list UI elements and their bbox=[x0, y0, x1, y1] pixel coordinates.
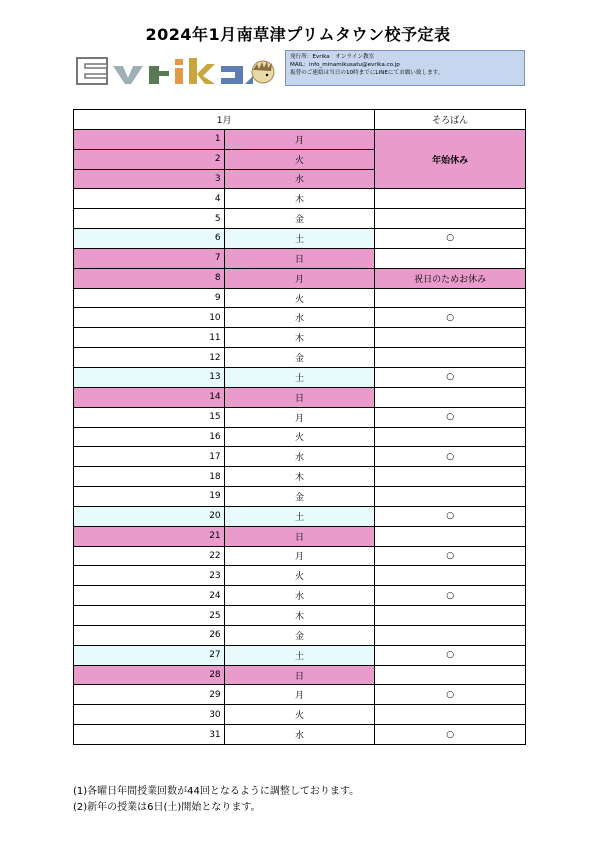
class-mark-cell: ○ bbox=[375, 586, 526, 606]
weekday: 土 bbox=[224, 506, 375, 526]
class-mark-cell: ○ bbox=[375, 685, 526, 705]
class-mark-cell: ○ bbox=[375, 546, 526, 566]
day-number: 3 bbox=[74, 169, 225, 189]
weekday: 金 bbox=[224, 209, 375, 229]
email-line: MAIL：info_minamikusatu@evrika.co.jp bbox=[290, 62, 400, 68]
schedule-table bbox=[73, 109, 526, 745]
holiday-cell: 祝日のためお休み bbox=[375, 268, 526, 288]
empty-cell bbox=[375, 328, 526, 348]
weekday: 水 bbox=[224, 169, 375, 189]
day-number: 15 bbox=[74, 407, 225, 427]
table-row bbox=[74, 487, 526, 507]
table-header-row bbox=[74, 110, 526, 130]
weekday: 土 bbox=[224, 367, 375, 387]
empty-cell bbox=[375, 606, 526, 626]
day-number: 20 bbox=[74, 506, 225, 526]
day-number: 5 bbox=[74, 209, 225, 229]
day-number: 26 bbox=[74, 625, 225, 645]
table-row bbox=[74, 506, 526, 526]
weekday: 土 bbox=[224, 229, 375, 249]
table-row bbox=[74, 705, 526, 725]
table-row bbox=[74, 288, 526, 308]
weekday: 月 bbox=[224, 129, 375, 149]
class-mark-cell: ○ bbox=[375, 725, 526, 745]
weekday: 木 bbox=[224, 328, 375, 348]
table-row bbox=[74, 248, 526, 268]
empty-cell bbox=[375, 288, 526, 308]
day-number: 17 bbox=[74, 447, 225, 467]
day-number: 10 bbox=[74, 308, 225, 328]
table-row bbox=[74, 566, 526, 586]
day-number: 19 bbox=[74, 487, 225, 507]
class-mark-cell: ○ bbox=[375, 367, 526, 387]
page-title: 2024年1月南草津プリムタウン校予定表 bbox=[145, 25, 451, 44]
table-row bbox=[74, 606, 526, 626]
day-number: 24 bbox=[74, 586, 225, 606]
table-row bbox=[74, 447, 526, 467]
table-row bbox=[74, 129, 526, 149]
empty-cell bbox=[375, 387, 526, 407]
weekday: 木 bbox=[224, 467, 375, 487]
day-number: 31 bbox=[74, 725, 225, 745]
weekday: 水 bbox=[224, 447, 375, 467]
weekday: 火 bbox=[224, 427, 375, 447]
table-row bbox=[74, 328, 526, 348]
weekday: 水 bbox=[224, 308, 375, 328]
weekday: 月 bbox=[224, 268, 375, 288]
table-row bbox=[74, 546, 526, 566]
class-mark-cell: ○ bbox=[375, 308, 526, 328]
empty-cell bbox=[375, 625, 526, 645]
day-number: 1 bbox=[74, 129, 225, 149]
weekday: 火 bbox=[224, 288, 375, 308]
weekday: 日 bbox=[224, 665, 375, 685]
table-row bbox=[74, 367, 526, 387]
publisher-info-box bbox=[285, 50, 525, 86]
weekday: 木 bbox=[224, 189, 375, 209]
empty-cell bbox=[375, 189, 526, 209]
day-number: 4 bbox=[74, 189, 225, 209]
empty-cell bbox=[375, 248, 526, 268]
day-number: 2 bbox=[74, 149, 225, 169]
table-row bbox=[74, 348, 526, 368]
day-number: 16 bbox=[74, 427, 225, 447]
publisher-line: 発行所：Evrika オンライン教室 bbox=[290, 54, 375, 60]
table-row bbox=[74, 665, 526, 685]
class-mark-cell: ○ bbox=[375, 447, 526, 467]
weekday: 金 bbox=[224, 348, 375, 368]
table-row bbox=[74, 427, 526, 447]
table-row bbox=[74, 189, 526, 209]
weekday: 金 bbox=[224, 625, 375, 645]
table-row bbox=[74, 229, 526, 249]
table-row bbox=[74, 407, 526, 427]
day-number: 30 bbox=[74, 705, 225, 725]
table-row bbox=[74, 526, 526, 546]
weekday: 水 bbox=[224, 586, 375, 606]
table-row bbox=[74, 586, 526, 606]
class-mark-cell: ○ bbox=[375, 407, 526, 427]
notes bbox=[73, 784, 359, 816]
day-number: 27 bbox=[74, 645, 225, 665]
empty-cell bbox=[375, 348, 526, 368]
day-number: 13 bbox=[74, 367, 225, 387]
table-row bbox=[74, 725, 526, 745]
table-row bbox=[74, 268, 526, 288]
empty-cell bbox=[375, 467, 526, 487]
day-number: 12 bbox=[74, 348, 225, 368]
weekday: 月 bbox=[224, 546, 375, 566]
table-row bbox=[74, 645, 526, 665]
day-number: 23 bbox=[74, 566, 225, 586]
table-row bbox=[74, 209, 526, 229]
day-number: 21 bbox=[74, 526, 225, 546]
weekday: 火 bbox=[224, 566, 375, 586]
table-row bbox=[74, 387, 526, 407]
empty-cell bbox=[375, 566, 526, 586]
weekday: 火 bbox=[224, 149, 375, 169]
day-number: 9 bbox=[74, 288, 225, 308]
empty-cell bbox=[375, 665, 526, 685]
weekday: 木 bbox=[224, 606, 375, 626]
weekday: 水 bbox=[224, 725, 375, 745]
day-number: 25 bbox=[74, 606, 225, 626]
weekday: 土 bbox=[224, 645, 375, 665]
evrika-logo bbox=[75, 54, 275, 88]
table-row bbox=[74, 625, 526, 645]
table-row bbox=[74, 685, 526, 705]
day-number: 18 bbox=[74, 467, 225, 487]
day-number: 8 bbox=[74, 268, 225, 288]
note-2: (2)新年の授業は6日(土)開始となります。 bbox=[73, 802, 261, 813]
table-row bbox=[74, 467, 526, 487]
empty-cell bbox=[375, 705, 526, 725]
month-header: 1月 bbox=[74, 110, 375, 130]
day-number: 7 bbox=[74, 248, 225, 268]
weekday: 月 bbox=[224, 685, 375, 705]
weekday: 金 bbox=[224, 487, 375, 507]
day-number: 22 bbox=[74, 546, 225, 566]
empty-cell bbox=[375, 209, 526, 229]
weekday: 火 bbox=[224, 705, 375, 725]
class-mark-cell: ○ bbox=[375, 506, 526, 526]
weekday: 日 bbox=[224, 526, 375, 546]
table-row bbox=[74, 308, 526, 328]
class-mark-cell: ○ bbox=[375, 645, 526, 665]
day-number: 28 bbox=[74, 665, 225, 685]
weekday: 月 bbox=[224, 407, 375, 427]
weekday: 日 bbox=[224, 387, 375, 407]
day-number: 29 bbox=[74, 685, 225, 705]
new-year-holiday-cell: 年始休み bbox=[375, 129, 526, 189]
weekday: 日 bbox=[224, 248, 375, 268]
note-1: (1)各曜日年間授業回数が44回となるように調整しております。 bbox=[73, 786, 360, 797]
transfer-notice-line: 振替のご連絡は当日の10時までにLINEにてお願い致します。 bbox=[290, 70, 444, 76]
subject-header: そろばん bbox=[375, 110, 526, 130]
empty-cell bbox=[375, 427, 526, 447]
empty-cell bbox=[375, 487, 526, 507]
empty-cell bbox=[375, 526, 526, 546]
day-number: 11 bbox=[74, 328, 225, 348]
day-number: 6 bbox=[74, 229, 225, 249]
day-number: 14 bbox=[74, 387, 225, 407]
class-mark-cell: ○ bbox=[375, 229, 526, 249]
